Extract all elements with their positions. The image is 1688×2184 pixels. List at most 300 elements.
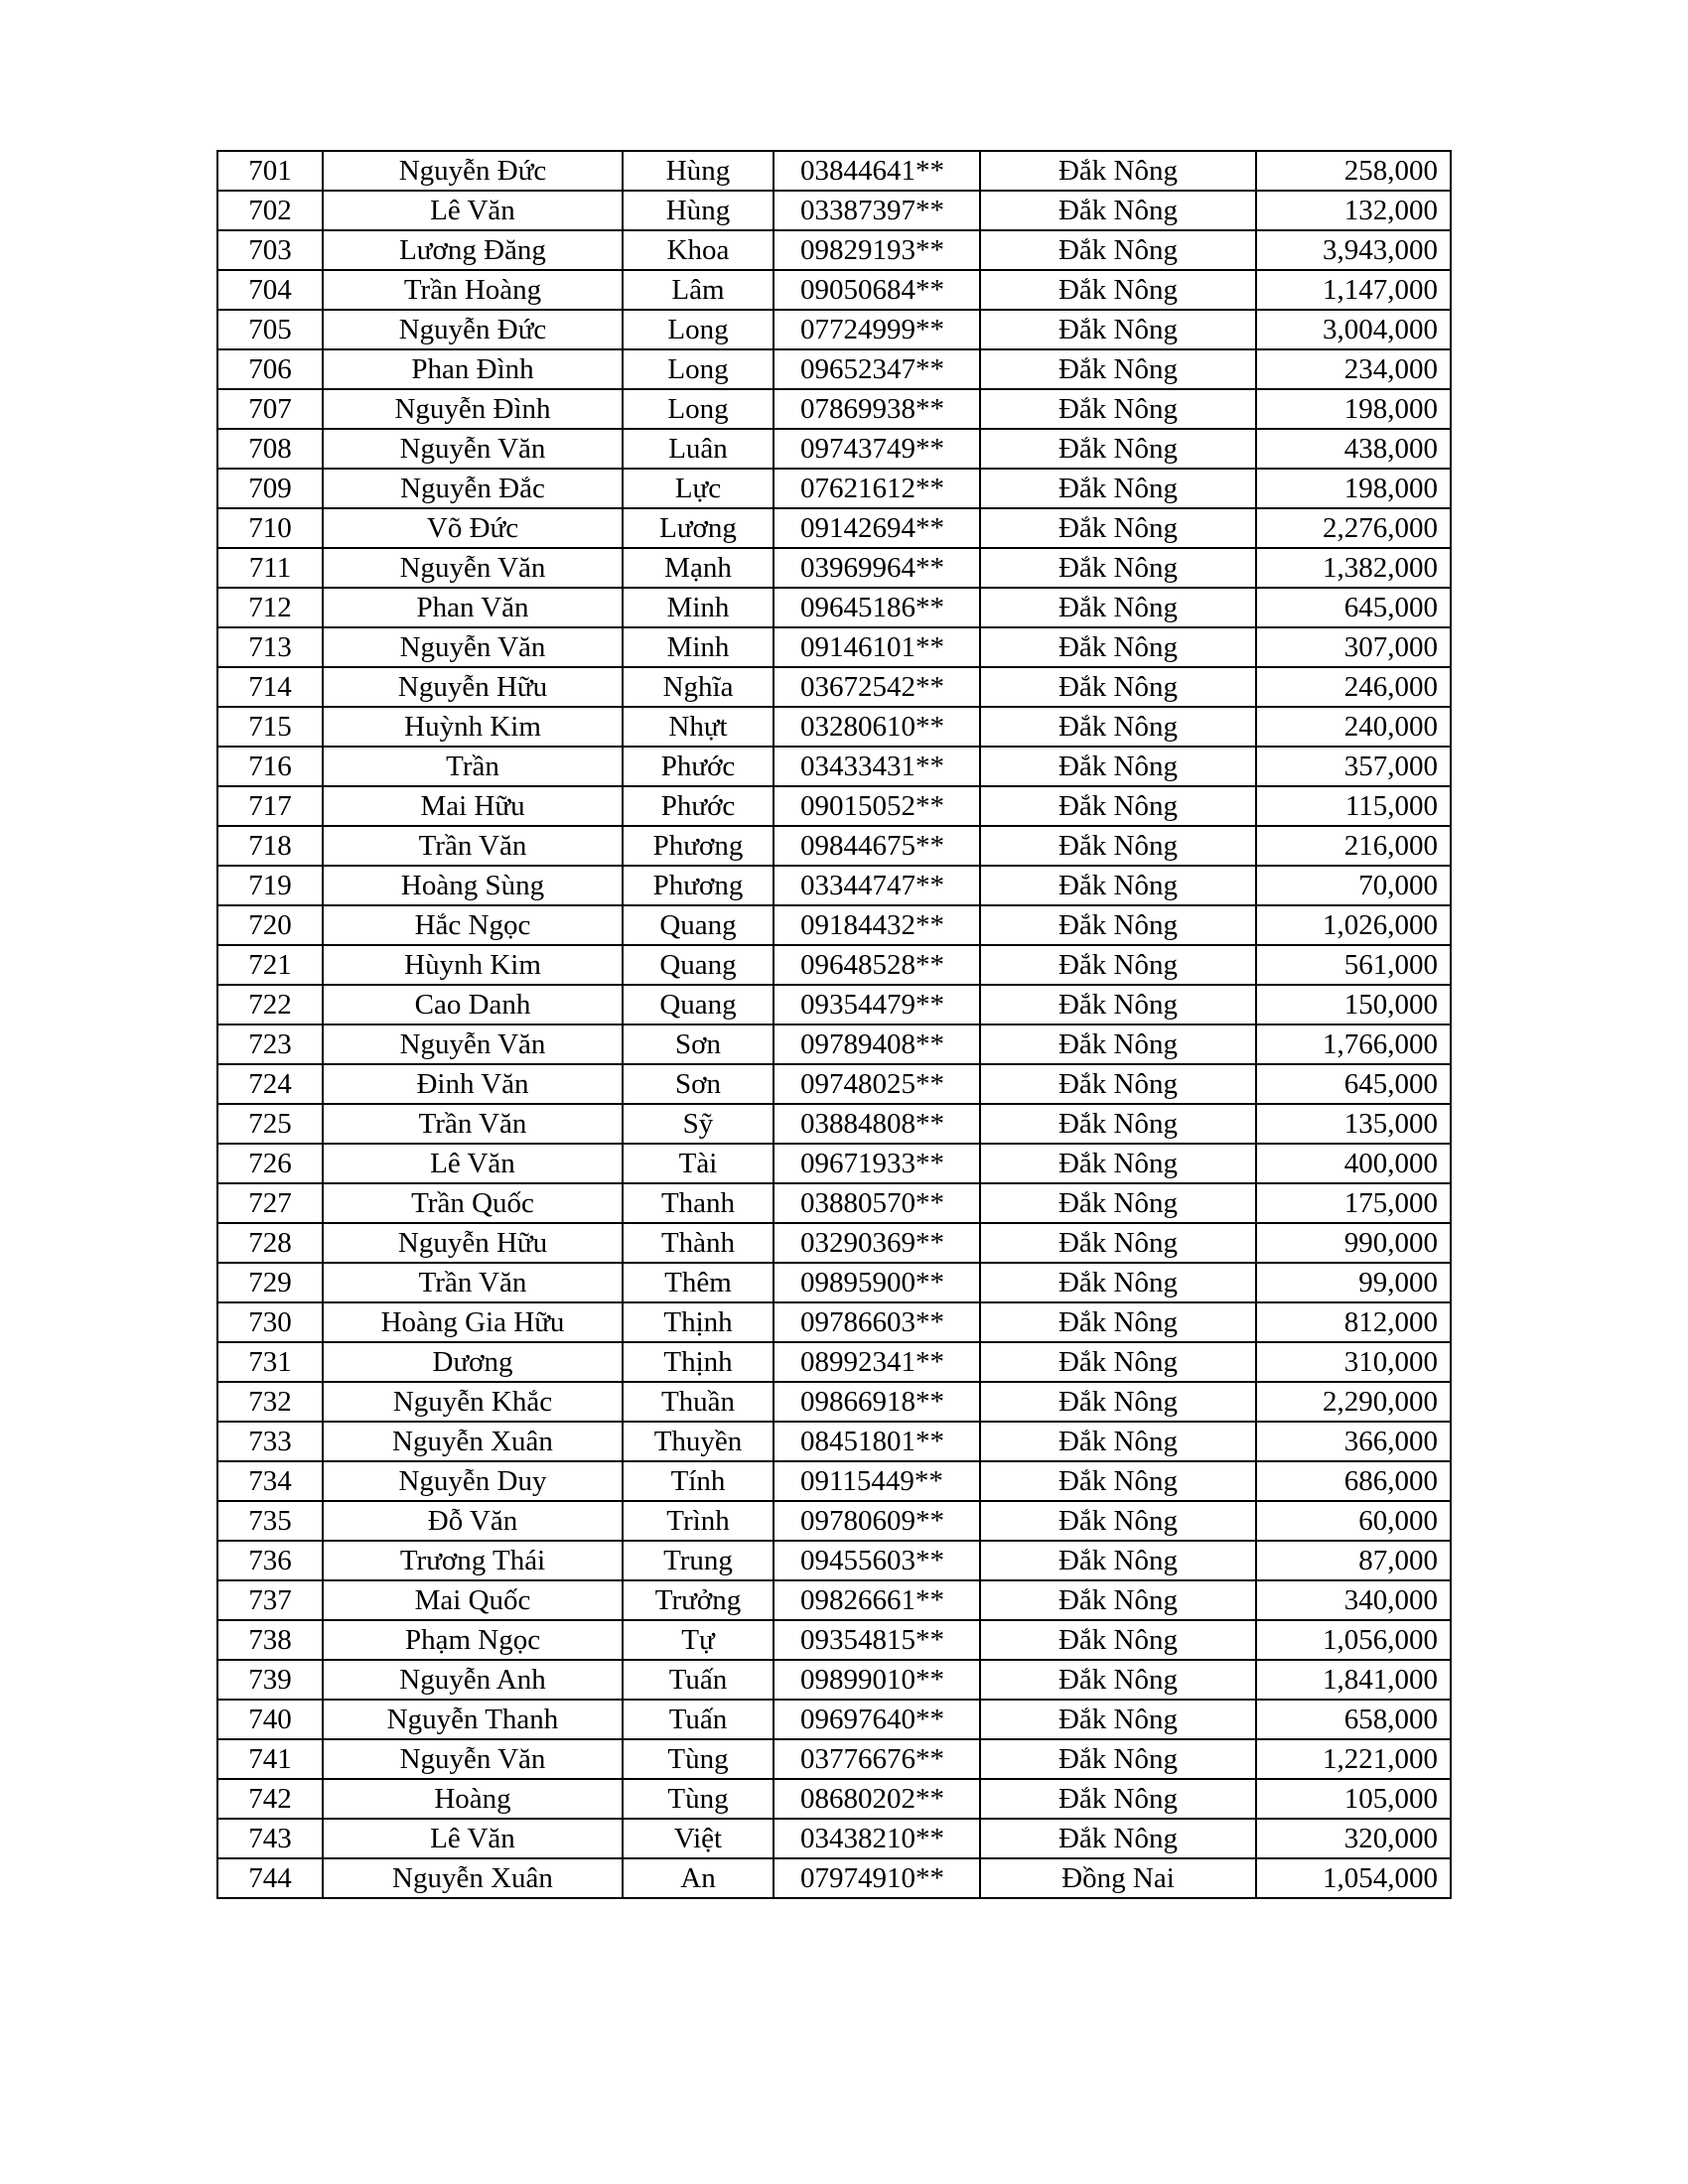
province-cell: Đắk Nông — [980, 270, 1256, 310]
province-cell: Đắk Nông — [980, 191, 1256, 230]
table-row — [217, 1223, 1451, 1263]
province-cell: Đắk Nông — [980, 1461, 1256, 1501]
amount-cell: 198,000 — [1256, 469, 1451, 508]
amount-cell: 1,026,000 — [1256, 905, 1451, 945]
row-number-cell: 722 — [217, 985, 323, 1024]
phone-cell: 09115449** — [774, 1461, 980, 1501]
table-row — [217, 1501, 1451, 1541]
province-cell: Đắk Nông — [980, 1700, 1256, 1739]
table-row — [217, 1183, 1451, 1223]
amount-cell: 812,000 — [1256, 1302, 1451, 1342]
province-cell: Đắk Nông — [980, 1064, 1256, 1104]
row-number-cell: 724 — [217, 1064, 323, 1104]
given-name-cell: Nhựt — [623, 707, 774, 747]
phone-cell: 09652347** — [774, 349, 980, 389]
surname-cell: Nguyễn Thanh — [323, 1700, 623, 1739]
phone-cell: 09146101** — [774, 627, 980, 667]
row-number-cell: 744 — [217, 1858, 323, 1898]
province-cell: Đắk Nông — [980, 1541, 1256, 1580]
row-number-cell: 719 — [217, 866, 323, 905]
province-cell: Đắk Nông — [980, 1580, 1256, 1620]
row-number-cell: 703 — [217, 230, 323, 270]
province-cell: Đắk Nông — [980, 349, 1256, 389]
table-row — [217, 151, 1451, 191]
province-cell: Đắk Nông — [980, 1183, 1256, 1223]
row-number-cell: 732 — [217, 1382, 323, 1422]
surname-cell: Nguyễn Khắc — [323, 1382, 623, 1422]
table-row — [217, 945, 1451, 985]
amount-cell: 198,000 — [1256, 389, 1451, 429]
given-name-cell: Phước — [623, 747, 774, 786]
amount-cell: 240,000 — [1256, 707, 1451, 747]
province-cell: Đắk Nông — [980, 1104, 1256, 1144]
phone-cell: 09743749** — [774, 429, 980, 469]
given-name-cell: Phương — [623, 826, 774, 866]
given-name-cell: Thuần — [623, 1382, 774, 1422]
surname-cell: Trần Quốc — [323, 1183, 623, 1223]
table-row — [217, 1819, 1451, 1858]
surname-cell: Nguyễn Duy — [323, 1461, 623, 1501]
recipient-table — [216, 150, 1452, 1899]
province-cell: Đắk Nông — [980, 667, 1256, 707]
surname-cell: Trương Thái — [323, 1541, 623, 1580]
province-cell: Đắk Nông — [980, 389, 1256, 429]
surname-cell: Võ Đức — [323, 508, 623, 548]
given-name-cell: Sơn — [623, 1064, 774, 1104]
amount-cell: 258,000 — [1256, 151, 1451, 191]
amount-cell: 216,000 — [1256, 826, 1451, 866]
table-row — [217, 1580, 1451, 1620]
phone-cell: 09789408** — [774, 1024, 980, 1064]
row-number-cell: 717 — [217, 786, 323, 826]
province-cell: Đắk Nông — [980, 1660, 1256, 1700]
row-number-cell: 738 — [217, 1620, 323, 1660]
row-number-cell: 711 — [217, 548, 323, 588]
amount-cell: 150,000 — [1256, 985, 1451, 1024]
table-row — [217, 1739, 1451, 1779]
row-number-cell: 726 — [217, 1144, 323, 1183]
given-name-cell: Tùng — [623, 1739, 774, 1779]
surname-cell: Nguyễn Anh — [323, 1660, 623, 1700]
table-row — [217, 1342, 1451, 1382]
surname-cell: Nguyễn Văn — [323, 1739, 623, 1779]
table-row — [217, 1779, 1451, 1819]
province-cell: Đắk Nông — [980, 826, 1256, 866]
phone-cell: 09895900** — [774, 1263, 980, 1302]
province-cell: Đắk Nông — [980, 1819, 1256, 1858]
table-row — [217, 389, 1451, 429]
surname-cell: Mai Hữu — [323, 786, 623, 826]
table-row — [217, 826, 1451, 866]
table-row — [217, 786, 1451, 826]
row-number-cell: 727 — [217, 1183, 323, 1223]
phone-cell: 03387397** — [774, 191, 980, 230]
phone-cell: 09697640** — [774, 1700, 980, 1739]
row-number-cell: 715 — [217, 707, 323, 747]
table-row — [217, 1104, 1451, 1144]
table-row — [217, 1144, 1451, 1183]
surname-cell: Trần Hoàng — [323, 270, 623, 310]
province-cell: Đắk Nông — [980, 1024, 1256, 1064]
given-name-cell: Sơn — [623, 1024, 774, 1064]
province-cell: Đắk Nông — [980, 786, 1256, 826]
row-number-cell: 706 — [217, 349, 323, 389]
surname-cell: Hùynh Kim — [323, 945, 623, 985]
province-cell: Đắk Nông — [980, 310, 1256, 349]
given-name-cell: Mạnh — [623, 548, 774, 588]
province-cell: Đắk Nông — [980, 985, 1256, 1024]
table-row — [217, 548, 1451, 588]
table-row — [217, 747, 1451, 786]
province-cell: Đắk Nông — [980, 866, 1256, 905]
amount-cell: 1,382,000 — [1256, 548, 1451, 588]
table-row — [217, 1660, 1451, 1700]
surname-cell: Hoàng Sùng — [323, 866, 623, 905]
phone-cell: 09354815** — [774, 1620, 980, 1660]
phone-cell: 09455603** — [774, 1541, 980, 1580]
amount-cell: 3,943,000 — [1256, 230, 1451, 270]
row-number-cell: 709 — [217, 469, 323, 508]
amount-cell: 438,000 — [1256, 429, 1451, 469]
given-name-cell: Long — [623, 349, 774, 389]
given-name-cell: Quang — [623, 985, 774, 1024]
surname-cell: Mai Quốc — [323, 1580, 623, 1620]
given-name-cell: Long — [623, 389, 774, 429]
province-cell: Đắk Nông — [980, 627, 1256, 667]
row-number-cell: 714 — [217, 667, 323, 707]
phone-cell: 03884808** — [774, 1104, 980, 1144]
phone-cell: 03433431** — [774, 747, 980, 786]
given-name-cell: Lâm — [623, 270, 774, 310]
row-number-cell: 742 — [217, 1779, 323, 1819]
table-row — [217, 349, 1451, 389]
amount-cell: 2,290,000 — [1256, 1382, 1451, 1422]
phone-cell: 09786603** — [774, 1302, 980, 1342]
province-cell: Đắk Nông — [980, 1501, 1256, 1541]
phone-cell: 07621612** — [774, 469, 980, 508]
amount-cell: 561,000 — [1256, 945, 1451, 985]
row-number-cell: 730 — [217, 1302, 323, 1342]
phone-cell: 09354479** — [774, 985, 980, 1024]
province-cell: Đắk Nông — [980, 707, 1256, 747]
province-cell: Đồng Nai — [980, 1858, 1256, 1898]
amount-cell: 357,000 — [1256, 747, 1451, 786]
surname-cell: Nguyễn Văn — [323, 548, 623, 588]
province-cell: Đắk Nông — [980, 230, 1256, 270]
row-number-cell: 735 — [217, 1501, 323, 1541]
row-number-cell: 729 — [217, 1263, 323, 1302]
row-number-cell: 720 — [217, 905, 323, 945]
row-number-cell: 712 — [217, 588, 323, 627]
surname-cell: Nguyễn Văn — [323, 429, 623, 469]
given-name-cell: Thuyền — [623, 1422, 774, 1461]
amount-cell: 60,000 — [1256, 1501, 1451, 1541]
row-number-cell: 721 — [217, 945, 323, 985]
given-name-cell: Trung — [623, 1541, 774, 1580]
surname-cell: Nguyễn Đức — [323, 310, 623, 349]
table-row — [217, 1064, 1451, 1104]
phone-cell: 03438210** — [774, 1819, 980, 1858]
phone-cell: 07974910** — [774, 1858, 980, 1898]
surname-cell: Lê Văn — [323, 1819, 623, 1858]
surname-cell: Nguyễn Đình — [323, 389, 623, 429]
row-number-cell: 725 — [217, 1104, 323, 1144]
table-row — [217, 588, 1451, 627]
phone-cell: 07869938** — [774, 389, 980, 429]
amount-cell: 400,000 — [1256, 1144, 1451, 1183]
phone-cell: 09826661** — [774, 1580, 980, 1620]
province-cell: Đắk Nông — [980, 747, 1256, 786]
surname-cell: Nguyễn Văn — [323, 1024, 623, 1064]
given-name-cell: Thịnh — [623, 1342, 774, 1382]
surname-cell: Nguyễn Đắc — [323, 469, 623, 508]
amount-cell: 1,766,000 — [1256, 1024, 1451, 1064]
table-row — [217, 469, 1451, 508]
phone-cell: 03880570** — [774, 1183, 980, 1223]
given-name-cell: Quang — [623, 905, 774, 945]
given-name-cell: Thanh — [623, 1183, 774, 1223]
amount-cell: 87,000 — [1256, 1541, 1451, 1580]
given-name-cell: Phước — [623, 786, 774, 826]
given-name-cell: Tài — [623, 1144, 774, 1183]
given-name-cell: An — [623, 1858, 774, 1898]
phone-cell: 09645186** — [774, 588, 980, 627]
table-row — [217, 905, 1451, 945]
surname-cell: Huỳnh Kim — [323, 707, 623, 747]
amount-cell: 175,000 — [1256, 1183, 1451, 1223]
province-cell: Đắk Nông — [980, 1422, 1256, 1461]
given-name-cell: Tính — [623, 1461, 774, 1501]
phone-cell: 09748025** — [774, 1064, 980, 1104]
row-number-cell: 740 — [217, 1700, 323, 1739]
table-row — [217, 1620, 1451, 1660]
given-name-cell: Long — [623, 310, 774, 349]
row-number-cell: 707 — [217, 389, 323, 429]
phone-cell: 09829193** — [774, 230, 980, 270]
amount-cell: 686,000 — [1256, 1461, 1451, 1501]
amount-cell: 115,000 — [1256, 786, 1451, 826]
amount-cell: 307,000 — [1256, 627, 1451, 667]
amount-cell: 1,054,000 — [1256, 1858, 1451, 1898]
amount-cell: 99,000 — [1256, 1263, 1451, 1302]
surname-cell: Cao Danh — [323, 985, 623, 1024]
given-name-cell: Tùng — [623, 1779, 774, 1819]
phone-cell: 08992341** — [774, 1342, 980, 1382]
phone-cell: 09866918** — [774, 1382, 980, 1422]
amount-cell: 645,000 — [1256, 588, 1451, 627]
phone-cell: 07724999** — [774, 310, 980, 349]
table-row — [217, 230, 1451, 270]
surname-cell: Lê Văn — [323, 1144, 623, 1183]
surname-cell: Nguyễn Xuân — [323, 1422, 623, 1461]
given-name-cell: Hùng — [623, 191, 774, 230]
given-name-cell: Thành — [623, 1223, 774, 1263]
row-number-cell: 705 — [217, 310, 323, 349]
row-number-cell: 718 — [217, 826, 323, 866]
table-row — [217, 1700, 1451, 1739]
amount-cell: 310,000 — [1256, 1342, 1451, 1382]
table-row — [217, 1382, 1451, 1422]
province-cell: Đắk Nông — [980, 548, 1256, 588]
given-name-cell: Tuấn — [623, 1660, 774, 1700]
table-row — [217, 1422, 1451, 1461]
surname-cell: Trần — [323, 747, 623, 786]
province-cell: Đắk Nông — [980, 905, 1256, 945]
row-number-cell: 736 — [217, 1541, 323, 1580]
phone-cell: 09648528** — [774, 945, 980, 985]
recipient-table-body — [217, 151, 1451, 1898]
given-name-cell: Tự — [623, 1620, 774, 1660]
province-cell: Đắk Nông — [980, 151, 1256, 191]
amount-cell: 135,000 — [1256, 1104, 1451, 1144]
table-row — [217, 1858, 1451, 1898]
given-name-cell: Trình — [623, 1501, 774, 1541]
table-row — [217, 667, 1451, 707]
surname-cell: Hoàng — [323, 1779, 623, 1819]
row-number-cell: 704 — [217, 270, 323, 310]
surname-cell: Nguyễn Đức — [323, 151, 623, 191]
given-name-cell: Trưởng — [623, 1580, 774, 1620]
amount-cell: 105,000 — [1256, 1779, 1451, 1819]
table-row — [217, 429, 1451, 469]
given-name-cell: Luân — [623, 429, 774, 469]
table-row — [217, 627, 1451, 667]
row-number-cell: 723 — [217, 1024, 323, 1064]
amount-cell: 3,004,000 — [1256, 310, 1451, 349]
amount-cell: 1,056,000 — [1256, 1620, 1451, 1660]
amount-cell: 320,000 — [1256, 1819, 1451, 1858]
surname-cell: Lê Văn — [323, 191, 623, 230]
province-cell: Đắk Nông — [980, 1382, 1256, 1422]
amount-cell: 645,000 — [1256, 1064, 1451, 1104]
surname-cell: Nguyễn Hữu — [323, 1223, 623, 1263]
surname-cell: Trần Văn — [323, 1263, 623, 1302]
table-row — [217, 1461, 1451, 1501]
given-name-cell: Lực — [623, 469, 774, 508]
amount-cell: 1,147,000 — [1256, 270, 1451, 310]
phone-cell: 08451801** — [774, 1422, 980, 1461]
table-row — [217, 985, 1451, 1024]
given-name-cell: Phương — [623, 866, 774, 905]
amount-cell: 1,221,000 — [1256, 1739, 1451, 1779]
amount-cell: 658,000 — [1256, 1700, 1451, 1739]
row-number-cell: 710 — [217, 508, 323, 548]
surname-cell: Phạm Ngọc — [323, 1620, 623, 1660]
phone-cell: 08680202** — [774, 1779, 980, 1819]
province-cell: Đắk Nông — [980, 1342, 1256, 1382]
surname-cell: Dương — [323, 1342, 623, 1382]
phone-cell: 09780609** — [774, 1501, 980, 1541]
row-number-cell: 731 — [217, 1342, 323, 1382]
surname-cell: Hắc Ngọc — [323, 905, 623, 945]
phone-cell: 09184432** — [774, 905, 980, 945]
phone-cell: 03672542** — [774, 667, 980, 707]
amount-cell: 990,000 — [1256, 1223, 1451, 1263]
row-number-cell: 737 — [217, 1580, 323, 1620]
amount-cell: 340,000 — [1256, 1580, 1451, 1620]
amount-cell: 246,000 — [1256, 667, 1451, 707]
table-row — [217, 1302, 1451, 1342]
table-row — [217, 508, 1451, 548]
surname-cell: Đỗ Văn — [323, 1501, 623, 1541]
given-name-cell: Minh — [623, 588, 774, 627]
phone-cell: 03844641** — [774, 151, 980, 191]
surname-cell: Nguyễn Xuân — [323, 1858, 623, 1898]
row-number-cell: 708 — [217, 429, 323, 469]
surname-cell: Hoàng Gia Hữu — [323, 1302, 623, 1342]
given-name-cell: Nghĩa — [623, 667, 774, 707]
surname-cell: Phan Đình — [323, 349, 623, 389]
province-cell: Đắk Nông — [980, 429, 1256, 469]
amount-cell: 1,841,000 — [1256, 1660, 1451, 1700]
table-row — [217, 866, 1451, 905]
surname-cell: Trần Văn — [323, 826, 623, 866]
province-cell: Đắk Nông — [980, 1263, 1256, 1302]
given-name-cell: Lương — [623, 508, 774, 548]
province-cell: Đắk Nông — [980, 469, 1256, 508]
given-name-cell: Thịnh — [623, 1302, 774, 1342]
row-number-cell: 733 — [217, 1422, 323, 1461]
row-number-cell: 739 — [217, 1660, 323, 1700]
province-cell: Đắk Nông — [980, 588, 1256, 627]
row-number-cell: 701 — [217, 151, 323, 191]
surname-cell: Đinh Văn — [323, 1064, 623, 1104]
province-cell: Đắk Nông — [980, 1620, 1256, 1660]
province-cell: Đắk Nông — [980, 1302, 1256, 1342]
phone-cell: 03776676** — [774, 1739, 980, 1779]
table-row — [217, 1541, 1451, 1580]
table-row — [217, 1263, 1451, 1302]
given-name-cell: Khoa — [623, 230, 774, 270]
province-cell: Đắk Nông — [980, 508, 1256, 548]
given-name-cell: Sỹ — [623, 1104, 774, 1144]
amount-cell: 132,000 — [1256, 191, 1451, 230]
given-name-cell: Việt — [623, 1819, 774, 1858]
given-name-cell: Hùng — [623, 151, 774, 191]
given-name-cell: Thêm — [623, 1263, 774, 1302]
province-cell: Đắk Nông — [980, 945, 1256, 985]
phone-cell: 03290369** — [774, 1223, 980, 1263]
phone-cell: 09899010** — [774, 1660, 980, 1700]
phone-cell: 09142694** — [774, 508, 980, 548]
phone-cell: 09050684** — [774, 270, 980, 310]
surname-cell: Phan Văn — [323, 588, 623, 627]
row-number-cell: 716 — [217, 747, 323, 786]
row-number-cell: 702 — [217, 191, 323, 230]
row-number-cell: 728 — [217, 1223, 323, 1263]
row-number-cell: 741 — [217, 1739, 323, 1779]
table-row — [217, 191, 1451, 230]
amount-cell: 366,000 — [1256, 1422, 1451, 1461]
table-row — [217, 310, 1451, 349]
surname-cell: Nguyễn Văn — [323, 627, 623, 667]
table-row — [217, 707, 1451, 747]
phone-cell: 09844675** — [774, 826, 980, 866]
phone-cell: 09015052** — [774, 786, 980, 826]
amount-cell: 2,276,000 — [1256, 508, 1451, 548]
province-cell: Đắk Nông — [980, 1144, 1256, 1183]
row-number-cell: 713 — [217, 627, 323, 667]
given-name-cell: Quang — [623, 945, 774, 985]
row-number-cell: 734 — [217, 1461, 323, 1501]
surname-cell: Nguyễn Hữu — [323, 667, 623, 707]
province-cell: Đắk Nông — [980, 1223, 1256, 1263]
given-name-cell: Minh — [623, 627, 774, 667]
given-name-cell: Tuấn — [623, 1700, 774, 1739]
province-cell: Đắk Nông — [980, 1739, 1256, 1779]
table-row — [217, 1024, 1451, 1064]
phone-cell: 03344747** — [774, 866, 980, 905]
